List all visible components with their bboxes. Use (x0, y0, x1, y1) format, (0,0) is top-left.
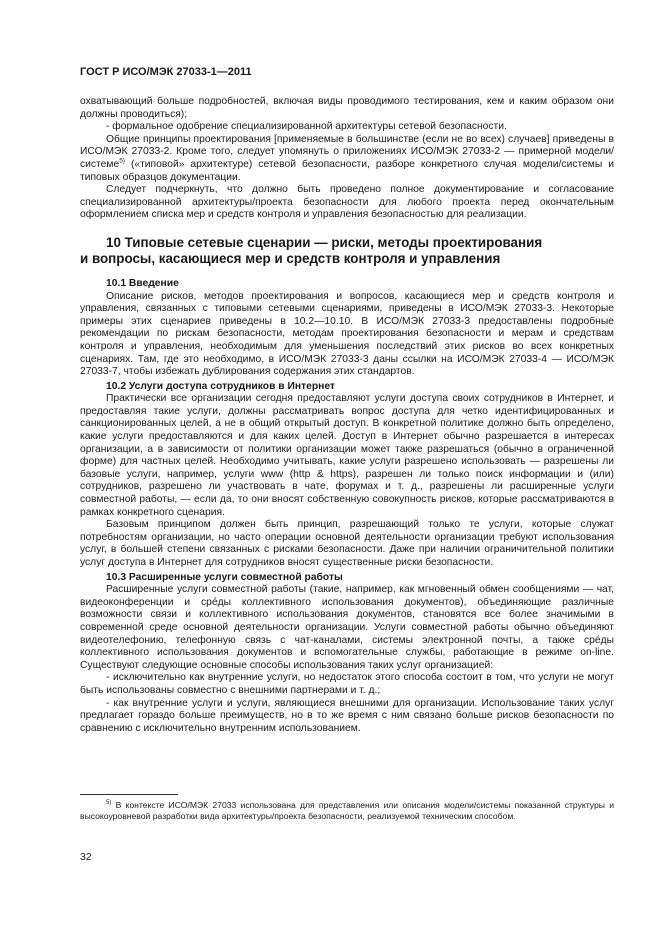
heading-line: 10 Типовые сетевые сценарии — риски, методы проектирования (106, 234, 543, 250)
footnote-text: В контексте ИСО/МЭК 27033 использована для представления или описания модели/системы показанной структуры и высокоуровневой разработки вида архитектуры/проекта безопасности, реализуемой техническим способом. (80, 800, 614, 821)
paragraph-text: Общие принципы проектирования [применяемые в большинстве (если не во всех) случаев] приведены в ИСО/МЭК 27033-2. Кроме того, следует упомянуть о приложениях ИСО/МЭК 27033-2 — примерной модели/системе (80, 133, 614, 170)
paragraph: Расширенные услуги совместной работы (такие, например, как мгновенный обмен сообщениями — чат, видеоконференции и сре́ды коллективного использования документов), объединяющие различные возможности связи и коллективного использования документов, становятся все более значимыми в современной среде основной деятельности организации. Услуги совместной работы обычно объединяют видеотелефонию, телефонную связь с чат-каналами, системы электронной почты, а также сре́ды коллективного использования документов и вспомогательные службы, работающие в режиме on-line. Существуют следующие основные способы использования таких услуг организацией: (80, 584, 614, 671)
list-item: - как внутренние услуги и услуги, являющиеся внешними для организации. Использование таких услуг предлагает гораздо больше преимуществ, но в то же время с ним связано больше рисков безопасности по сравнению с исключительно внутренним использованием. (80, 697, 614, 734)
subsection-heading-10-1: 10.1 Введение (106, 277, 179, 289)
footnote-separator (80, 794, 178, 795)
heading-line: и вопросы, касающиеся мер и средств контроля и управления (80, 251, 501, 267)
paragraph (80, 134, 614, 184)
footnote-reference: 5) (119, 157, 125, 165)
paragraph: охватывающий больше подробностей, включая виды проводимого тестирования, кем и каким образом они должны проводиться); (80, 96, 614, 120)
list-item: - исключительно как внутренние услуги, но недостаток этого способа состоит в том, что услуги не могут быть использованы совместно с внешними партнерами и т. д.; (80, 672, 614, 696)
paragraph: Базовым принципом должен быть принцип, разрешающий только те услуги, которые служат потребностям организации, но часто операции основной деятельности организации требуют использования услуг, в большей степени связанных с рисками безопасности. Даже при наличии ограничительной политики услуг доступа в Интернет для сотрудников вносят существенные риски безопасности. (80, 519, 614, 568)
subsection-heading-10-2: 10.2 Услуги доступа сотрудников в Интернет (106, 380, 335, 392)
subsection-heading-10-3: 10.3 Расширенные услуги совместной работы (106, 571, 343, 583)
paragraph: Следует подчеркнуть, что должно быть проведено полное документирование и согласование специализированной архитектуры/проекта безопасности для любого проекта перед окончательным оформлением списка мер и средств контроля и управления безопасностью для реализации. (80, 184, 614, 221)
footnote (80, 800, 614, 822)
section-heading-10 (80, 235, 614, 268)
paragraph: Практически все организации сегодня предоставляют услуги доступа своих сотрудников в Интернет, и предоставляя такие услуги, должны рассматривать вопрос доступа для четко идентифицированных и санкционированных целей, а не в общий открытый доступ. В конкретной политике должно быть определено, какие услуги предоставляются и для каких целей. Доступ в Интернет обычно разрешается в интересах организации, а в зависимости от политики организации может также разрешаться (обычно в ограниченной форме) для частных целей. Необходимо учитывать, какие услуги разрешено использовать — разрешены ли базовые услуги, например, услуги www (http & https), разрешен ли только поиск информации и (или) сотрудников, разрешено ли участвовать в чате, форумах и т. д., разрешены ли расширенные услуги совместной работы, — если да, то они вносят собственную совокупность рисков, которые рассматриваются в рамках конкретного сценария. (80, 393, 614, 518)
document-header: ГОСТ Р ИСО/МЭК 27033-1—2011 (80, 66, 252, 78)
paragraph-text: («типовой» архитектуре) сетевой безопасности, разборе конкретного случая модели/системы и типовых образцов документации. (80, 158, 614, 183)
list-item: - формальное одобрение специализированной архитектуры сетевой безопасности. (106, 121, 507, 133)
page-number: 32 (80, 851, 92, 863)
paragraph: Описание рисков, методов проектирования и вопросов, касающиеся мер и средств контроля и управления, связанных с типовыми сетевыми сценариями, приведены в ИСО/МЭК 27033-3. Некоторые примеры этих сценариев приведены в 10.2—10.10. В ИСО/МЭК 27033-3 предоставлены подробные рекомендации по рискам безопасности, методам проектирования безопасности и мерам и средствам контроля и управления, необходимым для уменьшения последствий этих рисков во всех конкретных сценариях. Там, где это необходимо, в ИСО/МЭК 27033-3 даны ссылки на ИСО/МЭК 27033-4 — ИСО/МЭК 27033-7, чтобы избежать дублирования содержания этих стандартов. (80, 290, 614, 378)
footnote-marker: 5) (106, 800, 112, 807)
page-body (80, 96, 614, 735)
